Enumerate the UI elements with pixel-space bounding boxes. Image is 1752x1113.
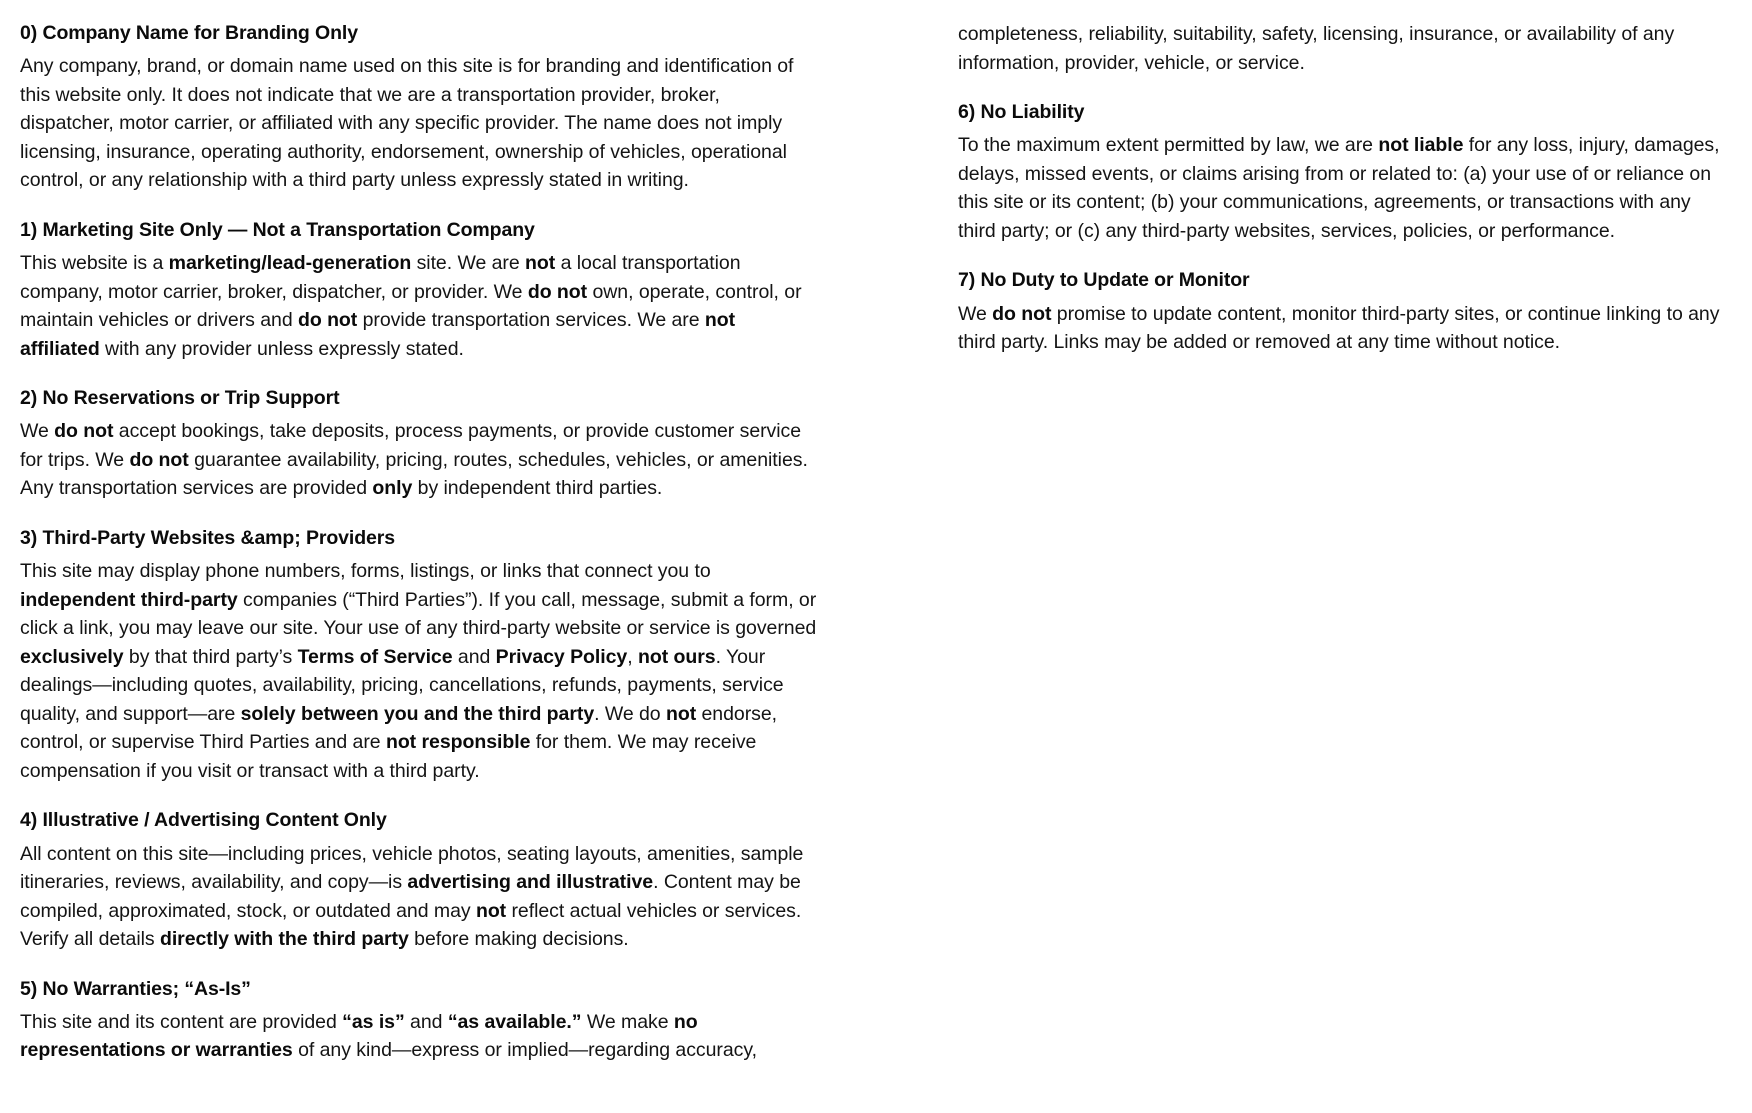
section-no-duty-to-update [958,267,1732,356]
section-body: completeness, reliability, suitability, safety, licensing, insurance, or availability of any information, provider, vehicle, or service. [958,23,1675,74]
section-third-party-websites [20,525,818,785]
section-heading: 4) Illustrative / Advertising Content Only [20,809,387,832]
section-body: We do not accept bookings, take deposits, process payments, or provide customer service for trips. We do not guarantee availability, pricing, routes, schedules, vehicles, or amenities. Any transportation services are provided only by independent third parties. [20,420,808,500]
section-heading: 5) No Warranties; “As-Is” [20,977,251,1000]
section-company-name-branding [20,20,818,195]
section-body: This site and its content are provided “as is” and “as available.” We make no representations or warranties of any kind—express or implied—regarding accuracy, [20,1010,757,1062]
section-body: Any company, brand, or domain name used on this site is for branding and identification of this website only. It does not indicate that we are a transportation provider, broker, dispatcher, motor carrier, or affiliated with any specific provider. The name does not imply licensing, insurance, operating authority, endorsement, ownership of vehicles, operational control, or any relationship with a third party unless expressly stated in writing. [20,55,794,192]
section-marketing-site-only [20,217,818,363]
section-no-warranties-continued [958,20,1732,77]
section-heading: 1) Marketing Site Only — Not a Transportation Company [20,218,535,241]
section-body: To the maximum extent permitted by law, we are not liable for any loss, injury, damages, delays, missed events, or claims arising from or related to: (a) your use of or reliance on this site or its content; (b) your communications, agreements, or transactions with any third party; or (c) any third-party websites, services, policies, or performance. [958,134,1720,242]
section-heading: 6) No Liability [958,101,1085,123]
section-heading: 0) Company Name for Branding Only [20,22,358,44]
left-column [0,20,838,1065]
section-heading: 7) No Duty to Update or Monitor [958,269,1250,292]
section-body: We do not promise to update content, monitor third-party sites, or continue linking to any third party. Links may be added or removed at any time without notice. [958,302,1720,354]
section-heading: 2) No Reservations or Trip Support [20,387,340,410]
section-body: All content on this site—including prices, vehicle photos, seating layouts, amenities, sample itineraries, reviews, availability, and copy—is advertising and illustrative. Content may be compiled, approximated, stock, or outdated and may not reflect actual vehicles or services. Verify all details directly with the third party before making decisions. [20,842,804,951]
section-no-reservations [20,385,818,503]
section-illustrative-content [20,807,818,953]
right-column [958,20,1752,357]
section-no-liability [958,99,1732,245]
section-no-warranties [20,976,818,1065]
section-heading: 3) Third-Party Websites &amp; Providers [20,526,396,549]
section-body: This site may display phone numbers, forms, listings, or links that connect you to independent third-party companies (“Third Parties”). If you call, message, submit a form, or click a link, you may leave our site. Your use of any third-party website or service is governed exclusively by that third party’s Terms of Service and Privacy Policy, not ours. Your dealings—including quotes, availability, pricing, cancellations, refunds, payments, service quality, and support—are solely between you and the third party. We do not endorse, control, or supervise Third Parties and are not responsible for them. We may receive compensation if you visit or transact with a third party. [20,560,817,782]
section-body: This website is a marketing/lead-generation site. We are not a local transportation company, motor carrier, broker, dispatcher, or provider. We do not own, operate, control, or maintain vehicles or drivers and do not provide transportation services. We are not affiliated with any provider unless expressly stated. [20,252,802,360]
